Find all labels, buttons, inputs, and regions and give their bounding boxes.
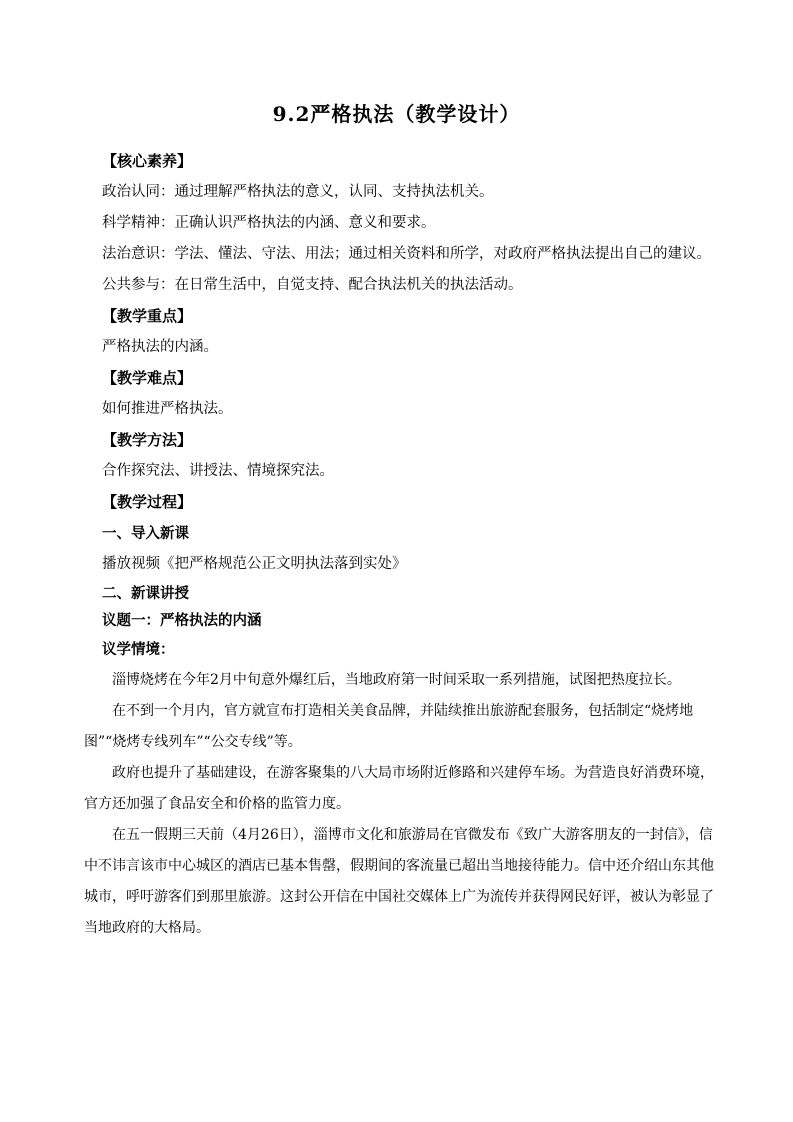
difficulty-heading: 【教学难点】 [102, 369, 193, 387]
key-point-text: 严格执法的内涵。 [102, 339, 218, 355]
situation-paragraph: 在不到一个月内，官方就宣布打造相关美食品牌，并陆续推出旅游配套服务，包括制定“烧烤地图”“烧烤专线列车”“公交专线”等。 [84, 703, 694, 750]
core-item-science: 科学精神：正确认识严格执法的内涵、意义和要求。 [102, 215, 436, 231]
situation-paragraph: 在五一假期三天前（4月26日），淄博市文化和旅游局在官微发布《致广大游客朋友的一封信》，信中不讳言该市中心城区的酒店已基本售罄，假期间的客流量已超出当地接待能力。信中还介绍山东其他城市，呼吁游客们到那里旅游。这封公开信在中国社交媒体上广为流传并获得网民好评，被认为彰显了当地政府的大格局。 [84, 827, 714, 936]
key-point-heading: 【教学重点】 [102, 307, 193, 325]
page-title: 9.2严格执法（教学设计） [272, 102, 521, 126]
core-item-political: 政治认同：通过理解严格执法的意义，认同、支持执法机关。 [102, 184, 494, 200]
section-new-lesson-title: 二、新课讲授 [102, 585, 189, 602]
process-heading: 【教学过程】 [102, 493, 193, 511]
method-text: 合作探究法、讲授法、情境探究法。 [102, 463, 334, 479]
section-intro-title: 一、导入新课 [102, 525, 189, 542]
core-literacy-heading: 【核心素养】 [102, 152, 193, 170]
situation-paragraph: 淄博烧烤在今年2月中旬意外爆红后，当地政府第一时间采取一系列措施，试图把热度拉长。 [112, 672, 681, 688]
document-body [84, 146, 724, 944]
situation-paragraph: 政府也提升了基础建设，在游客聚集的八大局市场附近修路和兴建停车场。为营造良好消费环境，官方还加强了食品安全和价格的监管力度。 [84, 765, 714, 812]
method-heading: 【教学方法】 [102, 431, 193, 449]
topic1-title: 议题一：严格执法的内涵 [102, 612, 262, 629]
situation-label: 议学情境： [102, 641, 175, 658]
core-item-public: 公共参与：在日常生活中，自觉支持、配合执法机关的执法活动。 [102, 277, 523, 293]
difficulty-text: 如何推进严格执法。 [102, 401, 233, 417]
core-item-law: 法治意识：学法、懂法、守法、用法；通过相关资料和所学，对政府严格执法提出自己的建议。 [102, 246, 711, 262]
section-intro-text: 播放视频《把严格规范公正文明执法落到实处》 [102, 556, 407, 572]
